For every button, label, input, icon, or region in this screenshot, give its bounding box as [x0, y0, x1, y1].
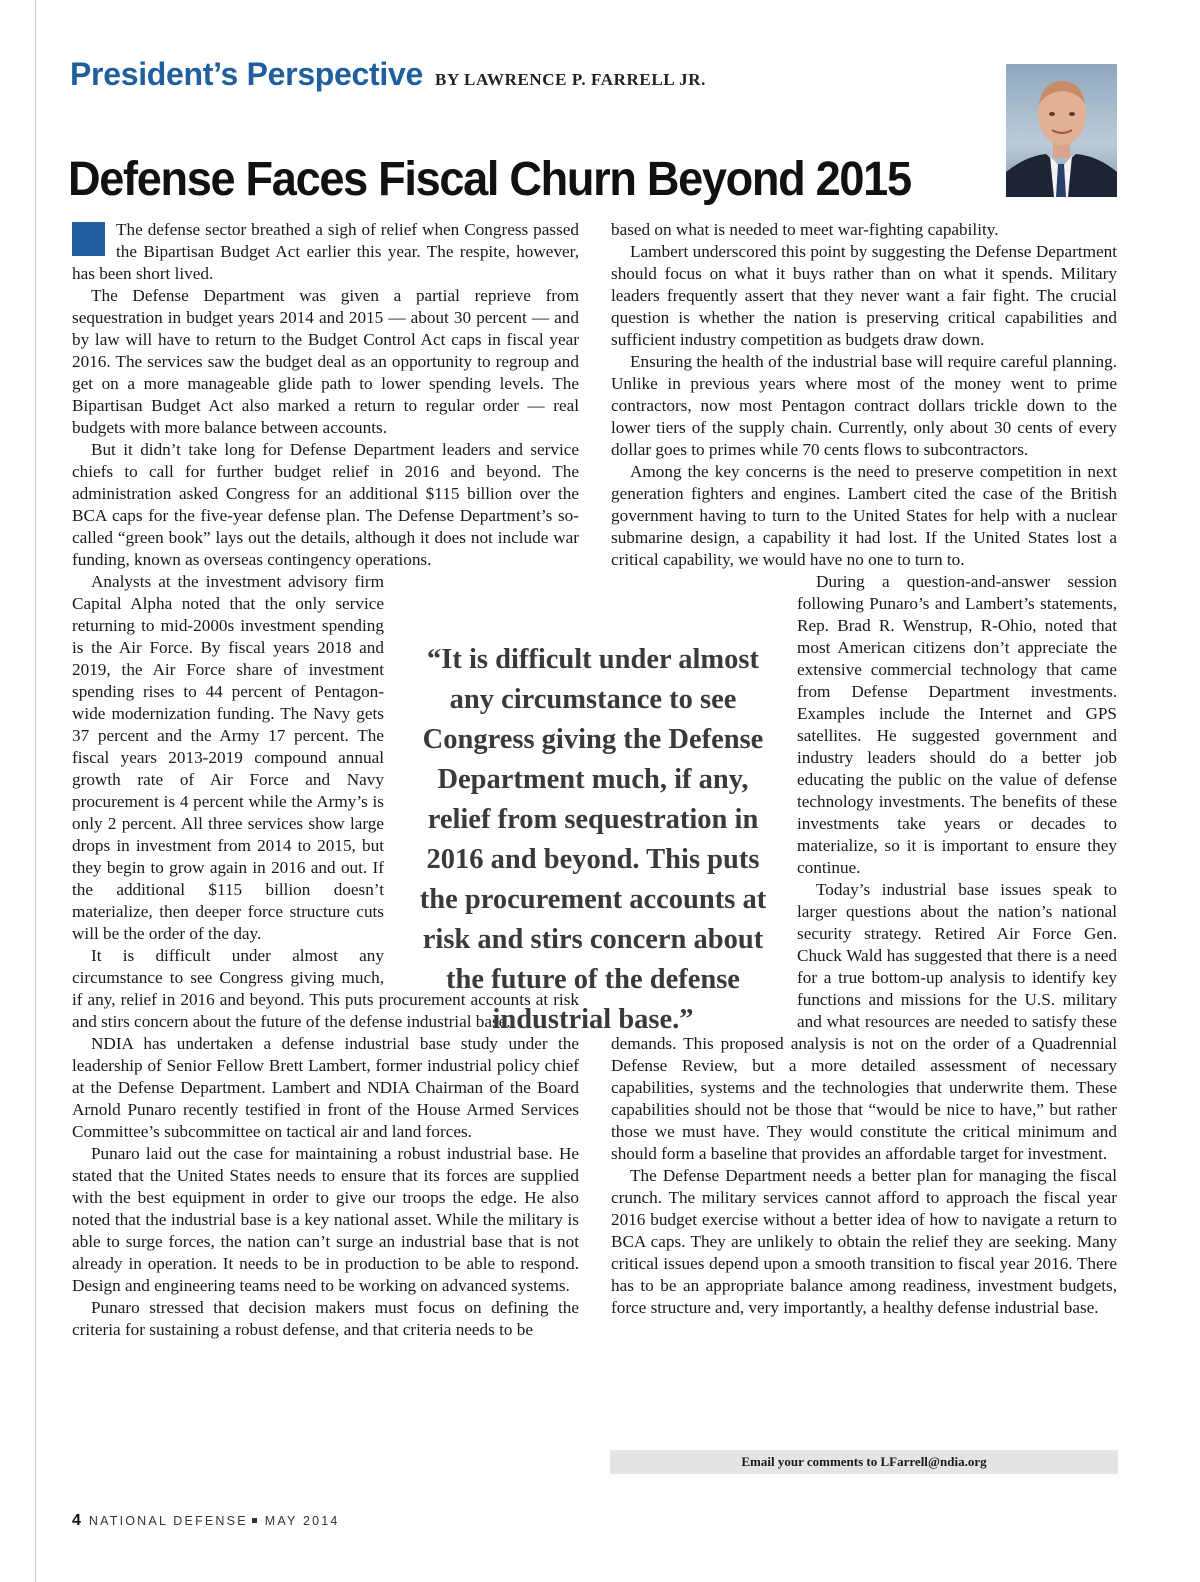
separator-square-icon	[252, 1518, 257, 1523]
pull-quote: “It is difficult under almost any circumstance to see Congress giving the Defense Department much, if any, relief from sequestration in 2016 and beyond. This puts the procurement accounts at risk and stirs concern about the future of the defense industrial base.”	[419, 644, 767, 1035]
article-paragraph: Ensuring the health of the industrial base will require careful planning. Unlike in previous years where most of the money went to prime contractors, now most Pentagon contract dollars trickle down to the lower tiers of the supply chain. Currently, only about 30 cents of every dollar goes to primes while 70 cents flows to subcontractors.	[611, 352, 1117, 459]
drop-cap-square	[72, 222, 105, 256]
article-paragraph: Punaro stressed that decision makers must focus on defining the criteria for sustaining a robust defense, and that criteria needs to be	[72, 1298, 579, 1339]
article-paragraph: It is difficult under almost any circumstance to see Congress giving much, if any, relief in 2016 and beyond. This puts procurement accounts at risk and stirs concern about the future of the defense industrial base.	[72, 946, 579, 1031]
section-title: President’s Perspective	[70, 56, 423, 92]
byline: BY LAWRENCE P. FARRELL JR.	[435, 70, 706, 89]
page-margin-rule	[35, 0, 36, 1582]
article-paragraph: Lambert underscored this point by suggesting the Defense Department should focus on what it buys rather than on what it spends. Military leaders frequently assert that they never want a fair fight. The crucial question is whether the nation is preserving critical capabilities and sufficient industry competition as budgets draw down.	[611, 242, 1117, 349]
article-paragraph: The Defense Department was given a partial reprieve from sequestration in budget years 2014 and 2015 — about 30 percent — and by law will have to return to the Budget Control Act caps in fiscal year 2016. The services saw the budget deal as an opportunity to regroup and get on a more manageable glide path to lower spending levels. The Bipartisan Budget Act also marked a return to regular order — real budgets with more balance between accounts.	[72, 286, 579, 437]
page-number: 4	[72, 1512, 81, 1529]
column-kicker	[70, 56, 706, 93]
article-paragraph: The defense sector breathed a sigh of relief when Congress passed the Bipartisan Budget Act earlier this year. The respite, however, has been short lived.	[72, 220, 579, 283]
publication-name: NATIONAL DEFENSE	[88, 1514, 248, 1528]
article-paragraph: But it didn’t take long for Defense Department leaders and service chiefs to call for further budget relief in 2016 and beyond. The administration asked Congress for an additional $115 billion over the BCA caps for the five-year defense plan. The Defense Department’s so-called “green book” lays out the details, although it does not include war funding, known as overseas contingency operations.	[72, 440, 579, 569]
article-paragraph: NDIA has undertaken a defense industrial base study under the leadership of Senior Fellow Brett Lambert, former industrial policy chief at the Defense Department. Lambert and NDIA Chairman of the Board Arnold Punaro recently testified in front of the House Armed Services Committee’s subcommittee on tactical air and land forces.	[72, 1034, 579, 1141]
article-paragraph: based on what is needed to meet war-fighting capability.	[611, 220, 999, 239]
article-paragraph: The Defense Department needs a better plan for managing the fiscal crunch. The military services cannot afford to approach the fiscal year 2016 budget exercise without a better idea of how to navigate a return to BCA caps. They are unlikely to obtain the relief they are seeking. Many critical issues depend upon a smooth transition to fiscal year 2016. There has to be an appropriate balance among readiness, investment budgets, force structure and, very importantly, a healthy defense industrial base.	[611, 1166, 1117, 1317]
article-paragraph: Analysts at the investment advisory firm Capital Alpha noted that the only service returning to mid-2000s investment spending is the Air Force. By fiscal years 2018 and 2019, the Air Force share of investment spending rises to 44 percent of Pentagon-wide modernization funding. The Navy gets 37 percent and the Army 17 percent. The fiscal years 2013-2019 compound annual growth rate of Air Force and Navy procurement is 4 percent while the Army’s is only 2 percent. All three services show large drops in investment from 2014 to 2015, but they begin to grow again in 2016 and out. If the additional $115 billion doesn’t materialize, then deeper force structure cuts will be the order of the day.	[72, 572, 384, 943]
issue-date: MAY 2014	[264, 1514, 340, 1528]
email-comments-note: Email your comments to LFarrell@ndia.org	[610, 1450, 1118, 1474]
article-paragraph: Among the key concerns is the need to preserve competition in next generation fighters and engines. Lambert cited the case of the British government having to turn to the United States for help with a nuclear submarine design, a capability it had lost. If the United States lost a critical capability, we would have no one to turn to.	[611, 462, 1117, 569]
page-footer	[72, 1512, 340, 1530]
article-paragraph: Punaro laid out the case for maintaining a robust industrial base. He stated that the United States needs to ensure that its forces are supplied with the best equipment in order to give our troops the edge. He also noted that the industrial base is a key national asset. While the military is able to surge forces, the nation can’t surge an industrial base that is not already in operation. It needs to be in production to be able to respond. Design and engineering teams need to be working on advanced systems.	[72, 1144, 579, 1295]
headline: Defense Faces Fiscal Churn Beyond 2015	[68, 153, 911, 206]
article-paragraph: Today’s industrial base issues speak to larger questions about the nation’s national security strategy. Retired Air Force Gen. Chuck Wald has suggested that there is a need for a true bottom-up analysis to identify key functions and missions for the U.S. military and what resources are needed to satisfy these demands. This proposed analysis is not on the order of a Quadrennial Defense Review, but a more detailed assessment of necessary capabilities, systems and the technologies that underwrite them. These capabilities should not be those that “would be nice to have,” but rather those we must have. They would constitute the critical minimum and should form a baseline that provides an affordable target for investment.	[611, 880, 1117, 1163]
author-portrait-photo	[1006, 64, 1117, 197]
article-paragraph: During a question-and-answer session following Punaro’s and Lambert’s statements, Rep. Brad R. Wenstrup, R-Ohio, noted that most American citizens don’t appreciate the extensive commercial technology that came from Defense Department investments. Examples include the Internet and GPS satellites. He suggested government and industry leaders should do a better job educating the public on the value of defense technology investments. The benefits of these investments take years or decades to materialize, so it is important to ensure they continue.	[797, 572, 1117, 877]
